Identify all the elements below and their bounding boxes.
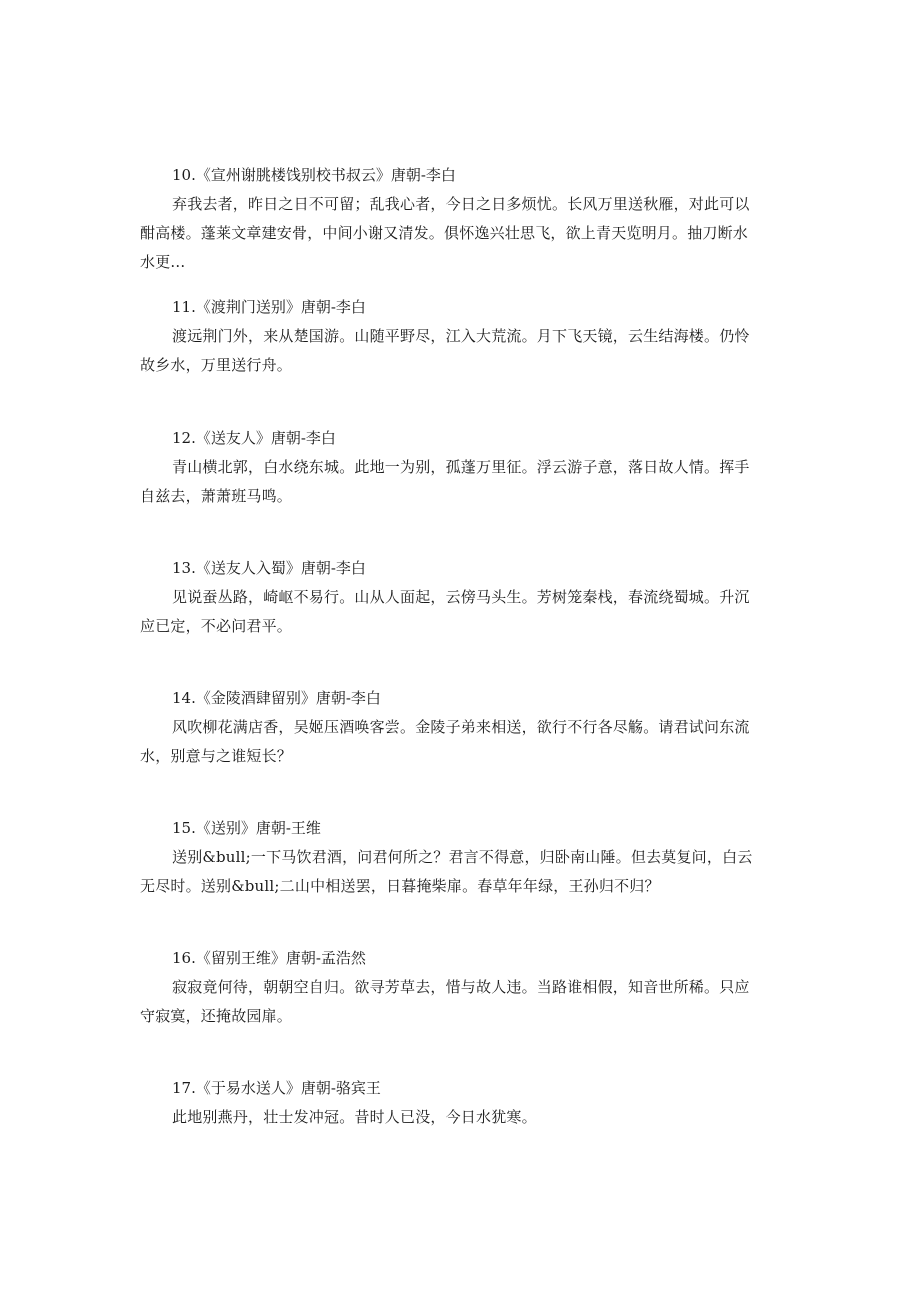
poem-entry-10 (140, 161, 788, 277)
poem-title: 14.《金陵酒肆留别》唐朝-李白 (172, 689, 381, 707)
poem-text-line: 送别&bull;一下马饮君酒，问君何所之？君言不得意，归卧南山陲。但去莫复问，白云 (172, 848, 753, 866)
poem-title: 15.《送别》唐朝-王维 (172, 819, 321, 837)
poem-entry-12 (140, 424, 788, 511)
poem-text-line: 见说蚕丛路，崎岖不易行。山从人面起，云傍马头生。芳树笼秦栈，春流绕蜀城。升沉 (172, 588, 750, 606)
poem-text-line: 寂寂竟何待，朝朝空自归。欲寻芳草去，惜与故人违。当路谁相假，知音世所稀。只应 (172, 978, 750, 996)
poem-text-line: 青山横北郭，白水绕东城。此地一为别，孤蓬万里征。浮云游子意，落日故人情。挥手 (172, 458, 750, 476)
poem-text-line: 弃我去者，昨日之日不可留；乱我心者，今日之日多烦忧。长风万里送秋雁，对此可以 (172, 195, 750, 213)
poem-text-line: 此地别燕丹，壮士发冲冠。昔时人已没，今日水犹寒。 (172, 1108, 537, 1126)
poem-title: 16.《留别王维》唐朝-孟浩然 (172, 949, 366, 967)
poem-entry-13 (140, 554, 788, 641)
poem-title: 11.《渡荆门送别》唐朝-李白 (172, 298, 366, 316)
poem-title: 13.《送友人入蜀》唐朝-李白 (172, 559, 366, 577)
poem-title: 12.《送友人》唐朝-李白 (172, 429, 336, 447)
poem-title: 17.《于易水送人》唐朝-骆宾王 (172, 1079, 381, 1097)
poem-entry-17 (140, 1074, 788, 1132)
poem-text-line: 风吹柳花满店香，吴姬压酒唤客尝。金陵子弟来相送，欲行不行各尽觞。请君试问东流 (172, 718, 750, 736)
poem-entry-11 (140, 293, 788, 380)
poem-entry-14 (140, 684, 788, 771)
poem-text-line: 应已定，不必问君平。 (140, 617, 293, 635)
poem-entry-15 (140, 814, 788, 901)
poem-title: 10.《宣州谢朓楼饯别校书叔云》唐朝-李白 (172, 166, 456, 184)
poem-text-line: 无尽时。送别&bull;二山中相送罢，日暮掩柴扉。春草年年绿，王孙归不归？ (140, 877, 660, 895)
poem-entry-16 (140, 944, 788, 1031)
poem-text-line: 守寂寞，还掩故园扉。 (140, 1007, 293, 1025)
poem-text-line: 酣高楼。蓬莱文章建安骨，中间小谢又清发。俱怀逸兴壮思飞，欲上青天览明月。抽刀断水 (140, 224, 749, 242)
poem-text-line: 渡远荆门外，来从楚国游。山随平野尽，江入大荒流。月下飞天镜，云生结海楼。仍怜 (172, 327, 750, 345)
poem-text-line: 水更... (140, 253, 186, 271)
poem-text-line: 故乡水，万里送行舟。 (140, 356, 293, 374)
poem-text-line: 水，别意与之谁短长？ (140, 747, 293, 765)
poem-text-line: 自兹去，萧萧班马鸣。 (140, 487, 293, 505)
